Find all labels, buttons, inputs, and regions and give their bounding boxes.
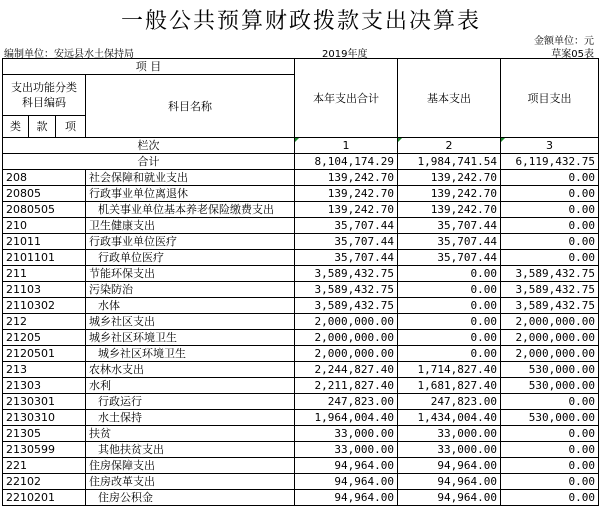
table-row	[3, 298, 599, 314]
row-basic: 139,242.70	[398, 186, 501, 202]
table-row	[3, 170, 599, 186]
table-row	[3, 362, 599, 378]
row-basic: 0.00	[398, 314, 501, 330]
table-row	[3, 234, 599, 250]
table-row	[3, 346, 599, 362]
row-project: 0.00	[501, 474, 599, 490]
report-title: 一般公共预算财政拨款支出决算表	[120, 9, 481, 34]
row-code: 2120501	[3, 346, 86, 362]
total-label: 合计	[3, 154, 295, 170]
table-row	[3, 314, 599, 330]
table-row	[3, 426, 599, 442]
row-project: 3,589,432.75	[501, 266, 599, 282]
row-project: 530,000.00	[501, 410, 599, 426]
row-code: 21103	[3, 282, 86, 298]
row-code: 22102	[3, 474, 86, 490]
row-basic: 1,681,827.40	[398, 378, 501, 394]
table-row	[3, 490, 599, 506]
row-basic: 35,707.44	[398, 250, 501, 266]
fiscal-year: 2019年度	[322, 49, 368, 60]
row-project: 0.00	[501, 394, 599, 410]
row-basic: 247,823.00	[398, 394, 501, 410]
row-code: 2110302	[3, 298, 86, 314]
row-total: 94,964.00	[295, 474, 398, 490]
row-name: 城乡社区环境卫生	[86, 346, 295, 362]
row-project: 0.00	[501, 186, 599, 202]
row-project: 0.00	[501, 442, 599, 458]
row-code: 21011	[3, 234, 86, 250]
row-project: 530,000.00	[501, 362, 599, 378]
row-project: 0.00	[501, 234, 599, 250]
row-basic: 139,242.70	[398, 170, 501, 186]
row-name: 城乡社区支出	[86, 314, 295, 330]
col-number-1: 1	[295, 138, 398, 154]
row-code: 2080505	[3, 202, 86, 218]
table-row	[3, 394, 599, 410]
row-name: 卫生健康支出	[86, 218, 295, 234]
row-total: 35,707.44	[295, 218, 398, 234]
table-row	[3, 330, 599, 346]
row-total: 2,211,827.40	[295, 378, 398, 394]
row-code: 213	[3, 362, 86, 378]
row-name: 社会保障和就业支出	[86, 170, 295, 186]
row-name: 农林水支出	[86, 362, 295, 378]
header-code-group: 支出功能分类科目编码	[3, 75, 86, 116]
row-project: 2,000,000.00	[501, 314, 599, 330]
row-basic: 94,964.00	[398, 458, 501, 474]
header-xiang: 项	[56, 116, 86, 138]
total-sum: 8,104,174.29	[295, 154, 398, 170]
header-name: 科目名称	[86, 75, 295, 138]
row-basic: 1,714,827.40	[398, 362, 501, 378]
row-code: 212	[3, 314, 86, 330]
row-project: 530,000.00	[501, 378, 599, 394]
row-code: 21205	[3, 330, 86, 346]
row-name: 机关事业单位基本养老保险缴费支出	[86, 202, 295, 218]
header-total: 本年支出合计	[295, 59, 398, 138]
row-basic: 35,707.44	[398, 218, 501, 234]
row-name: 行政运行	[86, 394, 295, 410]
table-row	[3, 410, 599, 426]
table-row	[3, 186, 599, 202]
row-total: 3,589,432.75	[295, 298, 398, 314]
row-total: 35,707.44	[295, 250, 398, 266]
row-basic: 0.00	[398, 266, 501, 282]
header-kuan: 款	[29, 116, 56, 138]
table-row	[3, 378, 599, 394]
row-name: 水体	[86, 298, 295, 314]
row-basic: 139,242.70	[398, 202, 501, 218]
row-name: 扶贫	[86, 426, 295, 442]
row-name: 节能环保支出	[86, 266, 295, 282]
lanci-label: 栏次	[3, 138, 295, 154]
row-project: 2,000,000.00	[501, 346, 599, 362]
amount-unit: 金额单位：元	[534, 36, 594, 47]
table-row	[3, 218, 599, 234]
table-row	[3, 442, 599, 458]
row-code: 210	[3, 218, 86, 234]
row-name: 住房保障支出	[86, 458, 295, 474]
row-project: 2,000,000.00	[501, 330, 599, 346]
row-code: 2130599	[3, 442, 86, 458]
row-project: 0.00	[501, 218, 599, 234]
row-name: 行政事业单位离退休	[86, 186, 295, 202]
row-project: 0.00	[501, 426, 599, 442]
row-basic: 33,000.00	[398, 442, 501, 458]
row-total: 94,964.00	[295, 458, 398, 474]
organization: 编制单位：安远县水土保持局	[4, 49, 134, 60]
row-code: 221	[3, 458, 86, 474]
row-total: 33,000.00	[295, 426, 398, 442]
row-project: 0.00	[501, 170, 599, 186]
row-name: 住房改革支出	[86, 474, 295, 490]
header-xiangmu: 项 目	[3, 59, 295, 75]
row-total: 2,000,000.00	[295, 346, 398, 362]
row-name: 住房公积金	[86, 490, 295, 506]
row-name: 其他扶贫支出	[86, 442, 295, 458]
row-project: 3,589,432.75	[501, 282, 599, 298]
header-project: 项目支出	[501, 59, 599, 138]
row-basic: 33,000.00	[398, 426, 501, 442]
row-basic: 94,964.00	[398, 490, 501, 506]
row-basic: 0.00	[398, 298, 501, 314]
table-row	[3, 458, 599, 474]
row-total: 2,244,827.40	[295, 362, 398, 378]
row-basic: 1,434,004.40	[398, 410, 501, 426]
row-name: 水利	[86, 378, 295, 394]
row-project: 0.00	[501, 250, 599, 266]
row-code: 2130310	[3, 410, 86, 426]
row-total: 3,589,432.75	[295, 282, 398, 298]
expenditure-table	[2, 58, 599, 506]
row-basic: 94,964.00	[398, 474, 501, 490]
row-project: 0.00	[501, 490, 599, 506]
row-project: 0.00	[501, 458, 599, 474]
row-total: 2,000,000.00	[295, 314, 398, 330]
row-name: 污染防治	[86, 282, 295, 298]
row-code: 2210201	[3, 490, 86, 506]
row-name: 城乡社区环境卫生	[86, 330, 295, 346]
table-row	[3, 250, 599, 266]
project-sum: 6,119,432.75	[501, 154, 599, 170]
row-code: 21303	[3, 378, 86, 394]
row-code: 208	[3, 170, 86, 186]
table-row	[3, 282, 599, 298]
row-total: 35,707.44	[295, 234, 398, 250]
row-code: 2101101	[3, 250, 86, 266]
row-name: 行政单位医疗	[86, 250, 295, 266]
row-code: 211	[3, 266, 86, 282]
table-row	[3, 266, 599, 282]
table-row	[3, 202, 599, 218]
col-number-3: 3	[501, 138, 599, 154]
row-basic: 0.00	[398, 330, 501, 346]
row-total: 3,589,432.75	[295, 266, 398, 282]
row-project: 3,589,432.75	[501, 298, 599, 314]
row-project: 0.00	[501, 202, 599, 218]
row-basic: 0.00	[398, 346, 501, 362]
table-row	[3, 474, 599, 490]
row-basic: 0.00	[398, 282, 501, 298]
col-number-2: 2	[398, 138, 501, 154]
row-total: 139,242.70	[295, 170, 398, 186]
row-total: 1,964,004.40	[295, 410, 398, 426]
row-total: 247,823.00	[295, 394, 398, 410]
row-name: 水土保持	[86, 410, 295, 426]
row-name: 行政事业单位医疗	[86, 234, 295, 250]
row-total: 94,964.00	[295, 490, 398, 506]
row-total: 2,000,000.00	[295, 330, 398, 346]
row-code: 2130301	[3, 394, 86, 410]
row-total: 33,000.00	[295, 442, 398, 458]
row-code: 21305	[3, 426, 86, 442]
row-code: 20805	[3, 186, 86, 202]
header-lei: 类	[3, 116, 29, 138]
row-basic: 35,707.44	[398, 234, 501, 250]
header-basic: 基本支出	[398, 59, 501, 138]
basic-sum: 1,984,741.54	[398, 154, 501, 170]
row-total: 139,242.70	[295, 202, 398, 218]
row-total: 139,242.70	[295, 186, 398, 202]
form-number: 草案05表	[551, 49, 594, 60]
